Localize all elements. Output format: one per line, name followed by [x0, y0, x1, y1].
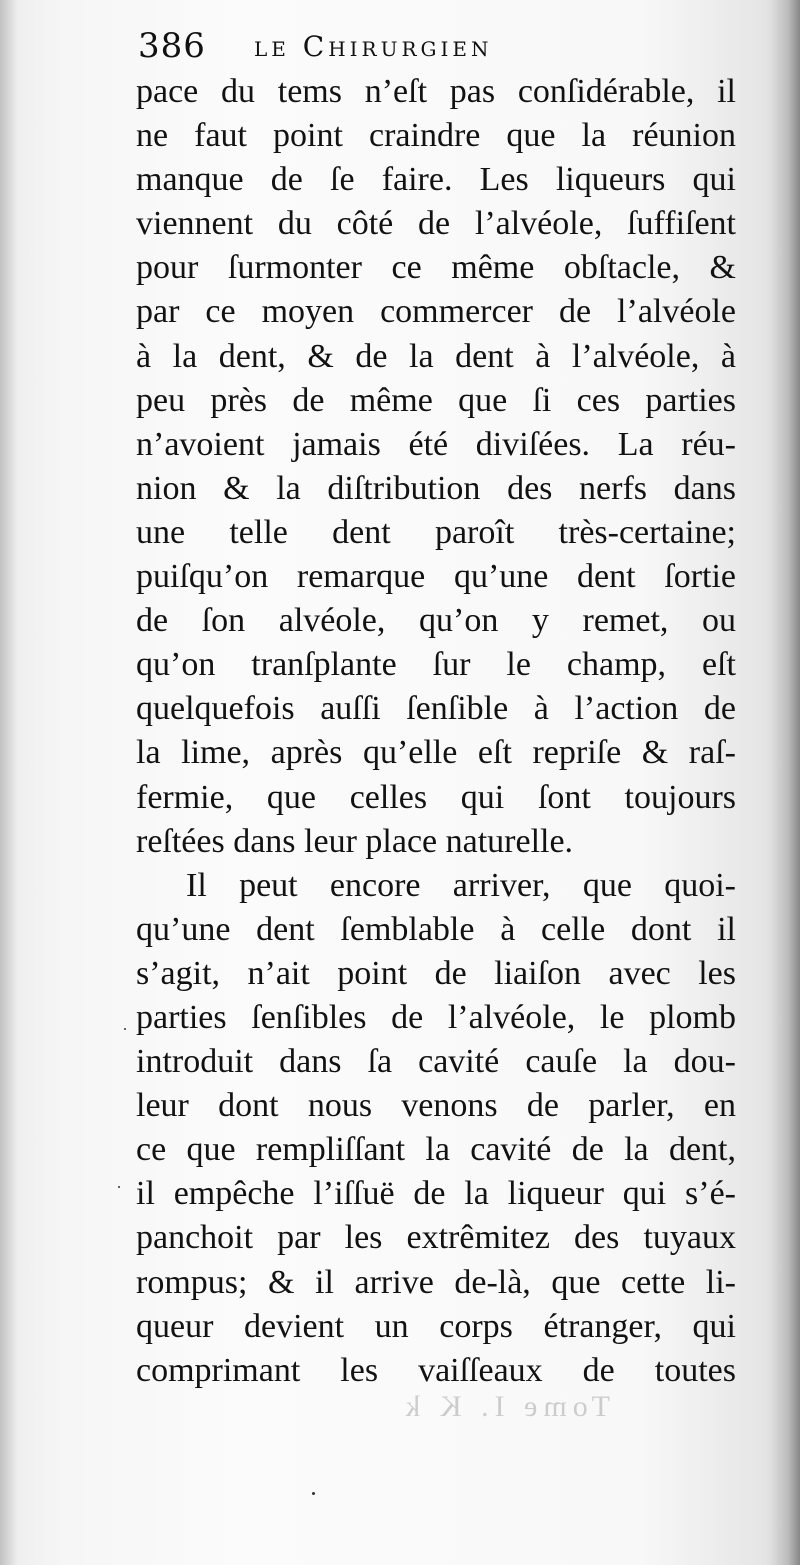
text-line: puiſqu’on remarque qu’une dent ſortie — [136, 558, 736, 596]
text-line: la lime, après qu’elle eſt repriſe & raſ- — [136, 734, 736, 772]
text-line: peu près de même que ſi ces parties — [136, 381, 736, 419]
page-gutter-shadow — [0, 0, 18, 1565]
paper-speck — [118, 1186, 120, 1188]
text-line: à la dent, & de la dent à l’alvéole, à — [136, 337, 736, 375]
paper-speck — [312, 1492, 315, 1495]
running-head: le Chirurgien — [254, 30, 493, 63]
text-line: nion & la diſtribution des nerfs dans — [136, 469, 736, 507]
text-line: une telle dent paroît très-certaine; — [136, 513, 736, 551]
text-line: il empêche l’iſſuë de la liqueur qui s’é- — [136, 1175, 736, 1213]
paragraph-start-line: Il peut encore arriver, que quoi- — [186, 866, 736, 904]
text-line: ce que rempliſſant la cavité de la dent, — [136, 1131, 736, 1169]
text-line: qu’une dent ſemblable à celle dont il — [136, 910, 736, 948]
page-edge-shadow — [770, 0, 800, 1565]
text-line: qu’on tranſplante ſur le champ, eſt — [136, 646, 736, 684]
text-line: s’agit, n’ait point de liaiſon avec les — [136, 954, 736, 992]
text-line: par ce moyen commercer de l’alvéole — [136, 293, 736, 331]
text-line: introduit dans ſa cavité cauſe la dou- — [136, 1043, 736, 1081]
text-line: pace du tems n’eſt pas conſidérable, il — [136, 73, 736, 110]
text-line: fermie, que celles qui ſont toujours — [136, 778, 736, 816]
text-line: quelquefois auſſi ſenſible à l’action de — [136, 690, 736, 728]
text-line: ne faut point craindre que la réunion — [136, 117, 736, 155]
text-line: de ſon alvéole, qu’on y remet, ou — [136, 602, 736, 640]
text-line: parties ſenſibles de l’alvéole, le plomb — [136, 998, 736, 1036]
text-line: manque de ſe faire. Les liqueurs qui — [136, 161, 736, 199]
text-line: comprimant les vaiſſeaux de toutes — [136, 1351, 736, 1389]
text-line: rompus; & il arrive de-là, que cette li- — [136, 1263, 736, 1301]
text-line: leur dont nous venons de parler, en — [136, 1087, 736, 1125]
text-line: panchoit par les extrêmitez des tuyaux — [136, 1219, 736, 1257]
text-line: n’avoient jamais été diviſées. La réu- — [136, 425, 736, 463]
paragraph-end-line: reſtées dans leur place naturelle. — [136, 822, 574, 860]
paper-speck — [124, 1028, 126, 1030]
page-number: 386 — [138, 26, 206, 66]
page-header — [138, 18, 758, 78]
text-line: pour ſurmonter ce même obſtacle, & — [136, 249, 736, 287]
text-line: queur devient un corps étranger, qui — [136, 1307, 736, 1345]
text-line: viennent du côté de l’alvéole, ſuffiſent — [136, 205, 736, 243]
show-through-text: Tome I. K k — [399, 1390, 610, 1423]
body-text — [136, 70, 736, 1393]
